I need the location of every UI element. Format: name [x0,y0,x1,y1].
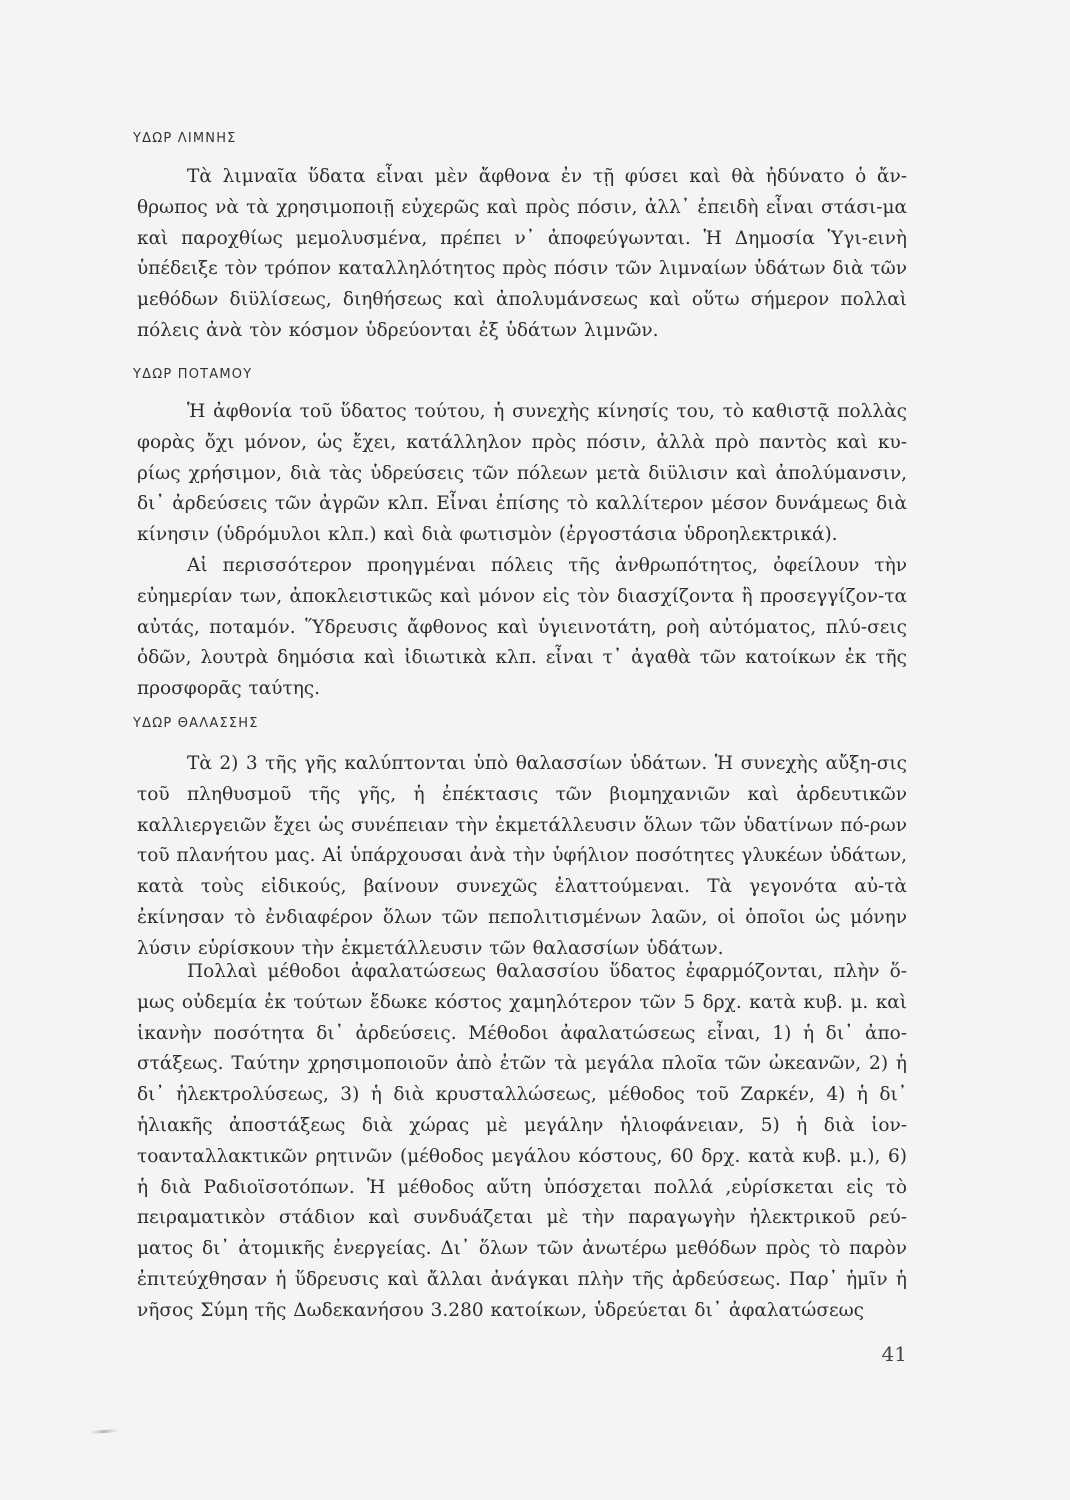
paragraph-lake-water: Τὰ λιμναῖα ὕδατα εἶναι μὲν ἄφθονα ἐν τῇ φύσει καὶ θὰ ἠδύνατο ὁ ἄν-θρωπος νὰ τὰ χρησιμοποιῇ εὐχερῶς καὶ πρὸς πόσιν, ἀλλ᾽ ἐπειδὴ εἶναι στάσι-μα καὶ παροχθίως μεμολυσμένα, πρέπει ν᾽ ἀποφεύγωνται. Ἡ Δημοσία Ὑγι-εινὴ ὑπέδειξε τὸν τρόπον καταλληλότητος πρὸς πόσιν τῶν λιμναίων ὑδάτων διὰ τῶν μεθόδων διϋλίσεως, διηθήσεως καὶ ἀπολυμάνσεως καὶ οὕτω σήμερον πολλαὶ πόλεις ἀνὰ τὸν κόσμον ὑδρεύονται ἐξ ὑδάτων λιμνῶν. [137,166,907,341]
paragraph-sea-water-1: Τὰ 2) 3 τῆς γῆς καλύπτονται ὑπὸ θαλασσίων ὑδάτων. Ἡ συνεχὴς αὔξη-σις τοῦ πληθυσμοῦ τῆς γῆς, ἡ ἐπέκτασις τῶν βιομηχανιῶν καὶ ἀρδευτικῶν καλλιεργειῶν ἔχει ὡς συνέπειαν τὴν ἐκμετάλλευσιν ὅλων τῶν ὑδατίνων πό-ρων τοῦ πλανήτου μας. Αἱ ὑπάρχουσαι ἀνὰ τὴν ὑφήλιον ποσότητες γλυκέων ὑδάτων, κατὰ τοὺς εἰδικούς, βαίνουν συνεχῶς ἐλαττούμεναι. Τὰ γεγονότα αὐ-τὰ ἐκίνησαν τὸ ἐνδιαφέρον ὅλων τῶν πεπολιτισμένων λαῶν, οἱ ὁποῖοι ὡς μόνην λύσιν εὑρίσκουν τὴν ἐκμετάλλευσιν τῶν θαλασσίων ὑδάτων. [137,753,907,959]
paragraph-river-water-1: Ἡ ἀφθονία τοῦ ὕδατος τούτου, ἡ συνεχὴς κίνησίς του, τὸ καθιστᾷ πολλὰς φορὰς ὄχι μόνον, ὡς ἔχει, κατάλληλον πρὸς πόσιν, ἀλλὰ πρὸ παντὸς καὶ κυ-ρίως χρήσιμον, διὰ τὰς ὑδρεύσεις τῶν πόλεων μετὰ διϋλισιν καὶ ἀπολύμανσιν, δι᾽ ἀρδεύσεις τῶν ἀγρῶν κλπ. Εἶναι ἐπίσης τὸ καλλίτερον μέσον δυνάμεως διὰ κίνησιν (ὑδρόμυλοι κλπ.) καὶ διὰ φωτισμὸν (ἐργοστάσια ὑδροηλεκτρικά). [137,401,907,546]
section-heading-sea-water: ΥΔΩΡ ΘΑΛΑΣΣΗΣ [133,716,259,731]
section-heading-river-water: ΥΔΩΡ ΠΟΤΑΜΟΥ [133,367,253,382]
section-heading-lake-water: ΥΔΩΡ ΛΙΜΝΗΣ [133,131,237,146]
page-number: 41 [881,1342,907,1366]
scan-artifact [90,1429,118,1434]
paragraph-river-water-2: Αἱ περισσότερον προηγμέναι πόλεις τῆς ἀνθρωπότητος, ὀφείλουν τὴν εὐημερίαν των, ἀποκλειστικῶς καὶ μόνον εἰς τὸν διασχίζοντα ἢ προσεγγίζον-τα αὐτάς, ποταμόν. Ὕδρευσις ἄφθονος καὶ ὑγιεινοτάτη, ροὴ αὐτόματος, πλύ-σεις ὁδῶν, λουτρὰ δημόσια καὶ ἰδιωτικὰ κλπ. εἶναι τ᾽ ἀγαθὰ τῶν κατοίκων ἐκ τῆς προσφορᾶς ταύτης. [137,555,907,700]
paragraph-sea-water-2: Πολλαὶ μέθοδοι ἀφαλατώσεως θαλασσίου ὕδατος ἐφαρμόζονται, πλὴν ὅ-μως οὐδεμία ἐκ τούτων ἔδωκε κόστος χαμηλότερον τῶν 5 δρχ. κατὰ κυβ. μ. καὶ ἱκανὴν ποσότητα δι᾽ ἀρδεύσεις. Μέθοδοι ἀφαλατώσεως εἶναι, 1) ἡ δι᾽ ἀπο-στάξεως. Ταύτην χρησιμοποιοῦν ἀπὸ ἐτῶν τὰ μεγάλα πλοῖα τῶν ὠκεανῶν, 2) ἡ δι᾽ ἠλεκτρολύσεως, 3) ἡ διὰ κρυσταλλώσεως, μέθοδος τοῦ Ζαρκέν, 4) ἡ δι᾽ ἡλιακῆς ἀποστάξεως διὰ χώρας μὲ μεγάλην ἡλιοφάνειαν, 5) ἡ διὰ ἰον-τοανταλλακτικῶν ρητινῶν (μέθοδος μεγάλου κόστους, 60 δρχ. κατὰ κυβ. μ.), 6) ἡ διὰ Ραδιοϊσοτόπων. Ἡ μέθοδος αὕτη ὑπόσχεται πολλά ,εὑρίσκεται εἰς τὸ πειραματικὸν στάδιον καὶ συνδυάζεται μὲ τὴν παραγωγὴν ἠλεκτρικοῦ ρεύ-ματος δι᾽ ἀτομικῆς ἐνεργείας. Δι᾽ ὅλων τῶν ἀνωτέρω μεθόδων πρὸς τὸ παρὸν ἐπιτεύχθησαν ἡ ὕδρευσις καὶ ἄλλαι ἀνάγκαι πλὴν τῆς ἀρδεύσεως. Παρ᾽ ἡμῖν ἡ νῆσος Σύμη τῆς Δωδεκανήσου 3.280 κατοίκων, ὑδρεύεται δι᾽ ἀφαλατώσεως [137,961,907,1321]
